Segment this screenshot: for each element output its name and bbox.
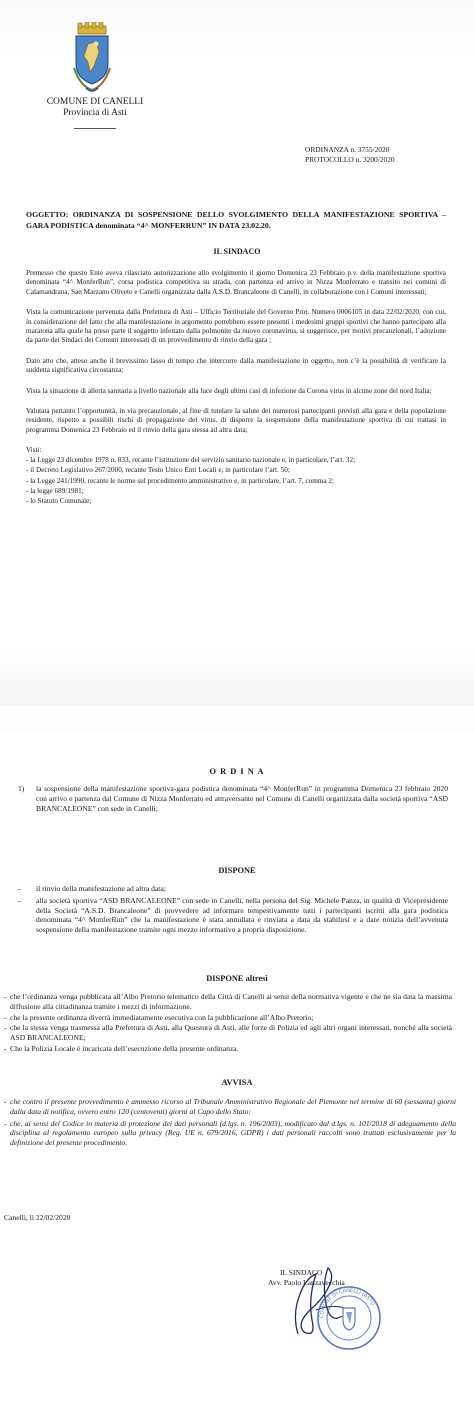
- dispone-altresi-item: - che la stessa venga trasmessa alla Prefettura di Asti, alla Questura di Asti, alle forze di Polizia ed agli altri organi interessati, nonché alla società ASD BRANCALEONE;: [4, 1023, 452, 1043]
- dispone-item: - alla società sportiva “ASD BRANCALEONE” con sede in Canelli, nella persona del Sig. Michele Panza, in qualità di Vicepresidente della Società “A.S.D. Brancaleone” di provvedere ad informare tempestivamente tutti i partecipanti iscritti alla gara podistica denominata “4^ MonferRun” che la manifestazione è stata annullata e rinviata a data da stabilirsi e a dare notizia dell’avvenuta sospensione della manifestazione tramite ogni mezzo informativo a propria disposizione.: [18, 895, 448, 935]
- ordina-item: [18, 784, 448, 813]
- avvisa-item: - che, ai sensi del Codice in materia di protezione dei dati personali (d.lgs. n. 196/2003), modificato dal d.lgs. n. 101/2018 di adeguamento della disciplina al regolamento europeo sulla privacy (Reg. UE n. 679/2016, GDPR) i dati personali raccolti sono trattati esclusivamente per la definizione del presente procedimento.: [4, 1118, 456, 1148]
- dispone-item-text: il rinvio della manifestazione ad altra data;: [36, 884, 166, 893]
- visti-item: - la Legge 23 dicembre 1978 n. 833, recante l’istituzione del servizio sanitario nazionale e, in particolare, l’art. 32;: [26, 455, 356, 464]
- visti-item: - il Decreto Legislativo 267/2000, recante Testo Unico Enti Locali e, in particolare l’art. 50;: [26, 466, 290, 475]
- protocollo-number: PROTOCOLLO n. 3200/2020: [305, 155, 395, 164]
- visti-heading: Visti:: [26, 446, 42, 455]
- ordinanza-number: ORDINANZA n. 3755/2020: [305, 145, 390, 154]
- visti-item: - la legge 689/1981;: [26, 486, 84, 495]
- dispone-altresi-item: - che l’ordinanza venga pubblicata all’Albo Pretorio telematico della Città di Canelli ai sensi della normativa vigente e che ne sia data la massima diffusione alla cittadinanza tramite i mezzi di informazione.: [4, 992, 452, 1011]
- ordina-text: la sospensione della manifestazione sportiva-gara podistica denominata “4^ MonferRun” in programma Domenica 23 febbraio 2020 con arrivo e partenza dal Comune di Nizza Monferrato ed attraversante nel Comune di Canelli organizzata dalla società sportiva “ASD BRANCALEONE” con sede in Canelli;: [36, 784, 448, 813]
- visti-item: - lo Statuto Comunale;: [26, 497, 92, 506]
- signature-role: IL SINDACO: [280, 1268, 323, 1277]
- dispone-altresi-item-text: che la stessa venga trasmessa alla Prefettura di Asti, alla Questura di Asti, alle forze di Polizia ed agli altri organi interessati, nonché alla società ASD BRANCALEONE;: [10, 1023, 452, 1043]
- dispone-item: - il rinvio della manifestazione ad altra data;: [18, 884, 166, 893]
- dispone-altresi-item: - Che la Polizia Locale è incaricata dell’esecuzione della presente ordinanza.: [4, 1043, 239, 1053]
- premise-paragraph: Vista la comunicazione pervenuta dalla Prefettura di Asti – Ufficio Territoriale del Governo Prot. Numero 0006105 in data 22/02/2020, con cui, in considerazione del fatto che alla manifestazione in argomento potrebbero essere presenti i medesimi gruppi sportivi che hanno partecipato alla maratona alla quale ha preso parte il soggetto infettato dalla polmonite da nuovo coronavirus, si suggerisce, per motivi precauzionali, l’adozione da parte dei Sindaci dei Comuni interessati di un provvedimento di rinvio della gara ;: [26, 308, 446, 345]
- ordina-heading: O R D I N A: [209, 767, 265, 776]
- dispone-altresi-item-text: che l’ordinanza venga pubblicata all’Albo Pretorio telematico della Città di Canelli ai sensi della normativa vigente e che ne sia data la massima diffusione alla cittadinanza tramite i mezzi di informazione.: [10, 992, 452, 1011]
- visti-list: [26, 456, 446, 507]
- premise-paragraph: Valutata pertanto l’opportunità, in via precauzionale, al fine di tutelare la salute dei numerosi partecipanti previsti alla gara e della popolazione residente, rispetto a possibili rischi di propagazione del virus, di disporre la sospensione della manifestazione sportiva di cui trattasi in programma Domenica 23 Febbraio ed il rinvio della gara stessa ad altra data;: [26, 407, 446, 434]
- dispone-altresi-item-text: Che la Polizia Locale è incaricata dell’esecuzione della presente ordinanza.: [10, 1043, 239, 1053]
- stamp-text: COMUNE DI CANELLI (ASTI): [318, 1287, 376, 1319]
- dispone-altresi-heading: DISPONE altresì: [206, 974, 268, 983]
- official-stamp-icon: [315, 1284, 383, 1352]
- header-divider: [74, 128, 116, 129]
- premise-paragraph: Premesso che questo Ente aveva rilasciato autorizzazione allo svolgimento il giorno Domenica 23 Febbraio p.v. della manifestazione sportiva denominata “4^ MonferRun”, corsa podistica competitiva su strada, con partenza ed arrivo in Nizza Monferrato e transito nei comuni di Calamandrana, San Marzano Oliveto e Canelli organizzata dalla A.S.D. Brancaleone di Canelli, in collaborazione con i Comuni interessati;: [26, 269, 446, 296]
- municipality-name: COMUNE DI CANELLI: [46, 97, 144, 107]
- province-name: Provincia di Asti: [63, 108, 127, 118]
- signature-name: Avv. Paolo Lanzavecchia: [268, 1278, 345, 1287]
- municipal-crest-icon: [66, 22, 118, 96]
- sindaco-heading: IL SINDACO: [213, 247, 261, 256]
- visti-item: - la Legge 241/1990, recante le norme sul procedimento amministrativo e, in particolare, l’art. 7, comma 2;: [26, 476, 334, 485]
- avvisa-item: - che contro il presente provvedimento è ammesso ricorso al Tribunale Amministrativo Regionale del Piemonte nel termine di 60 (sessanta) giorni dalla data di notifica, ovvero entro 120 (centoventi) giorni al Capo dello Stato;: [4, 1097, 456, 1116]
- premise-paragraph: Dato atto che, atteso anche il brevissimo lasso di tempo che intercorre dalla manifestazione in oggetto, non c’è la possibilità di verificare la suddetta significativa circostanza;: [26, 356, 446, 375]
- place-date: Canelli, lì 22/02/2020: [4, 1213, 71, 1222]
- dispone-altresi-list: [4, 992, 452, 1054]
- avvisa-item-text: che, ai sensi del Codice in materia di protezione dei dati personali (d.lgs. n. 196/2003), modificato dal d.lgs. n. 101/2018 di adeguamento della disciplina al regolamento europeo sulla privacy (Reg. UE n. 679/2016, GDPR) i dati personali raccolti sono trattati esclusivamente per la definizione del presente procedimento.: [10, 1118, 456, 1148]
- page-break: [0, 706, 474, 732]
- ordina-number: 1): [18, 784, 25, 793]
- dispone-list: [18, 884, 448, 935]
- premise-paragraph: Vista la situazione di allerta sanitaria a livello nazionale alla luce degli ultimi casi di infezione da Corona virus in alcune zone del nord Italia;: [26, 386, 432, 395]
- avvisa-item-text: che contro il presente provvedimento è ammesso ricorso al Tribunale Amministrativo Regionale del Piemonte nel termine di 60 (sessanta) giorni dalla data di notifica, ovvero entro 120 (centoventi) giorni al Capo dello Stato;: [10, 1097, 456, 1116]
- dispone-altresi-item-text: che la presente ordinanza diverrà immediatamente esecutiva con la pubblicazione all’Albo Pretorio;: [10, 1012, 314, 1022]
- dispone-altresi-item: - che la presente ordinanza diverrà immediatamente esecutiva con la pubblicazione all’Albo Pretorio;: [4, 1012, 314, 1022]
- dispone-item-text: alla società sportiva “ASD BRANCALEONE” con sede in Canelli, nella persona del Sig. Michele Panza, in qualità di Vicepresidente della Società “A.S.D. Brancaleone” di provvedere ad informare tempestivamente tutti i partecipanti iscritti alla gara podistica denominata “4^ MonferRun” che la manifestazione è stata annullata e rinviata a data da stabilirsi e a dare notizia dell’avvenuta sospensione della manifestazione tramite ogni mezzo informativo a propria disposizione.: [36, 895, 448, 935]
- subject-line: OGGETTO: ORDINANZA DI SOSPENSIONE DELLO SVOLGIMENTO DELLA MANIFESTAZIONE SPORTIVA – GARA PODISTICA denominata “4^ MONFERRUN” IN DATA 23.02.20.: [26, 210, 446, 230]
- avvisa-list: [4, 1097, 456, 1148]
- dispone-heading: DISPONE: [218, 866, 256, 875]
- premises-block: [26, 269, 446, 508]
- avvisa-heading: AVVISA: [221, 1078, 253, 1087]
